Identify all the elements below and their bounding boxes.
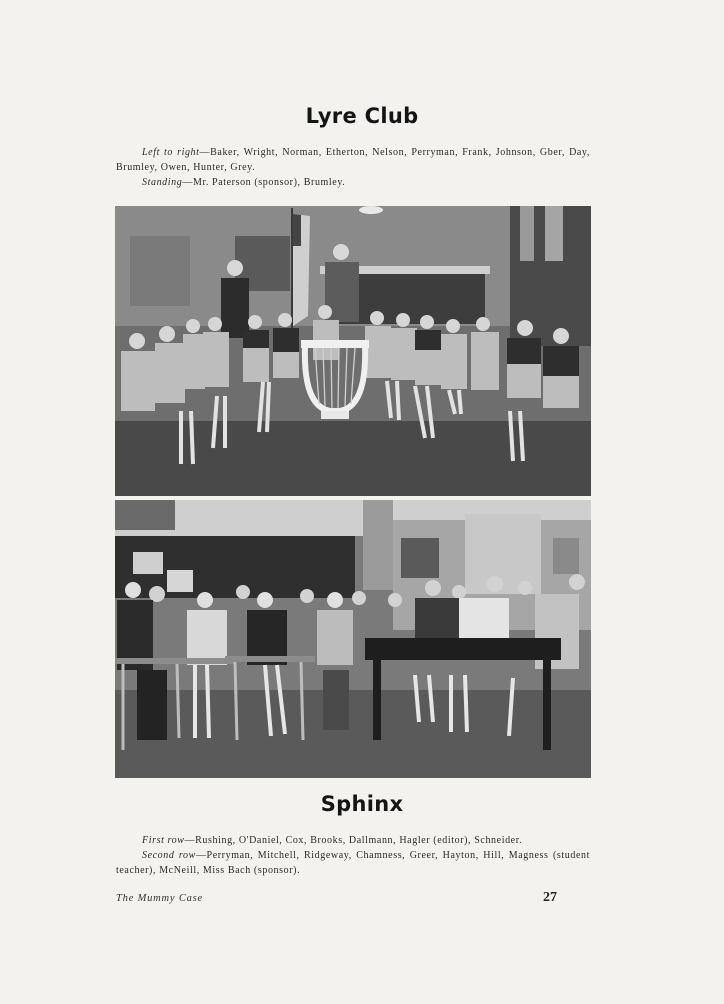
sphinx-caption (116, 833, 590, 878)
sphinx-photo-image (115, 500, 591, 778)
lyre-caption-label-2: Standing (142, 177, 183, 188)
lyre-club-photo (115, 206, 591, 496)
sphinx-caption-label-1: First row (142, 835, 185, 846)
sphinx-photo (115, 500, 591, 778)
sphinx-caption-label-2: Second row (142, 850, 196, 861)
lyre-club-photo-image (115, 206, 591, 496)
sphinx-caption-text-1: —Rushing, O'Daniel, Cox, Brooks, Dallmann, Hagler (editor), Schneider. (184, 835, 523, 846)
publication-name: The Mummy Case (116, 893, 204, 904)
sphinx-caption-line-2 (116, 848, 590, 878)
lyre-caption-text-2: —Mr. Paterson (sponsor), Brumley. (182, 177, 346, 188)
lyre-caption-line-1 (116, 145, 590, 175)
lyre-caption-label-1: Left to right (142, 147, 200, 158)
sphinx-title: Sphinx (320, 792, 404, 816)
page-number: 27 (543, 890, 557, 905)
lyre-caption-line-2 (116, 175, 590, 190)
sphinx-caption-line-1 (116, 833, 590, 848)
lyre-caption-text-1: —Baker, Wright, Norman, Etherton, Nelson, Perryman, Frank, Johnson, Gber, Day, Brumley, Owen, Hunter, Grey. (116, 147, 590, 173)
sphinx-caption-text-2: —Perryman, Mitchell, Ridgeway, Chamness, Greer, Hayton, Hill, Magness (student teacher), McNeill, Miss Bach (sponsor). (116, 850, 590, 876)
lyre-club-caption (116, 145, 590, 190)
lyre-club-title: Lyre Club (305, 104, 419, 128)
